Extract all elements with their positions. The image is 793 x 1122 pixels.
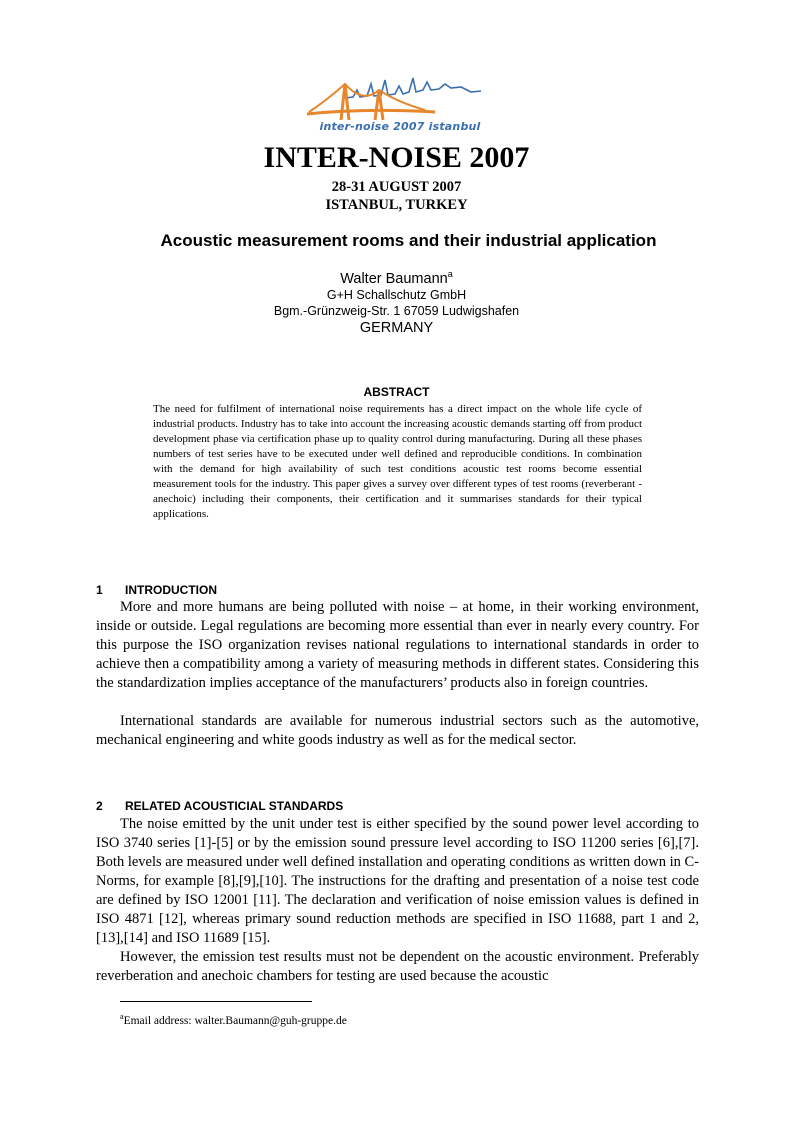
conference-title: INTER-NOISE 2007 xyxy=(263,141,530,174)
paper-title: Acoustic measurement rooms and their industrial application xyxy=(160,231,657,250)
conference-logo xyxy=(305,70,495,136)
author-address: Bgm.-Grünzweig-Str. 1 67059 Ludwigshafen xyxy=(273,304,520,318)
author-name: Walter Baumann$^a$ xyxy=(340,269,453,287)
abstract-text: The need for fulfilment of international noise requirements has a direct impact on the whole life cycle of industrial products. Industry has to take into account the increasing acoustic demands starting off from product development phase via certification phase up to quality control during manufacturing. During all these phases numbers of test series have to be executed under well defined and reproducible conditions. In combination with the demand for high availability of such test conditions acoustic test rooms become essential measurement tools for the industry. This paper gives a survey over different types of test rooms (reverberant - anechoic) including their components, their certification and it summarises standards for their typical applications. xyxy=(153,403,642,520)
section-heading: 1 INTRODUCTION xyxy=(96,583,217,597)
logo-text: inter-noise 2007 istanbul xyxy=(319,120,481,133)
conference-dates: 28-31 AUGUST 2007 xyxy=(331,179,462,195)
body-paragraph: International standards are available for numerous industrial sectors such as the automotive, mechanical engineering and white goods industry as well as for the medical sector. xyxy=(96,713,699,748)
conference-location: ISTANBUL, TURKEY xyxy=(325,197,468,213)
body-paragraph: The noise emitted by the unit under test is either specified by the sound power level according to ISO 3740 series [1]-[5] or by the emission sound pressure level according to ISO 11200 series [6],[7]. Both levels are measured under well defined installation and operating conditions as written down in C-Norms, for example [8],[9],[10]. The instructions for the drafting and presentation of a noise test code are defined by ISO 12001 [11]. The declaration and verification of noise emission values is defined in ISO 4871 [12], whereas primary sound reduction methods are specified in ISO 11688, part 1 and 2, [13],[14] and ISO 11689 [15]. xyxy=(96,816,699,946)
author-country: GERMANY xyxy=(359,320,434,336)
footnote-divider xyxy=(120,1001,312,1002)
body-paragraph: More and more humans are being polluted with noise – at home, in their working environment, inside or outside. Legal regulations are becoming more essential than ever in nearly every country. For this purpose the ISO organization revises national regulations to international standards in order to achieve then a compatibility among a variety of measuring methods in different states. Considering this the standardization implies acceptance of the manufacturers’ products also in foreign countries. xyxy=(96,599,699,691)
bridge-skyline-icon xyxy=(305,70,495,122)
section-heading: 2 RELATED ACOUSTICIAL STANDARDS xyxy=(96,799,344,813)
abstract-heading: ABSTRACT xyxy=(363,385,430,399)
author-affiliation: G+H Schallschutz GmbH xyxy=(326,288,467,302)
body-paragraph: However, the emission test results must not be dependent on the acoustic environment. Preferably reverberation and anechoic chambers for testing are used because the acoustic xyxy=(96,949,699,984)
footnote: $^a$Email address: walter.Baumann@guh-gruppe.de xyxy=(120,1012,347,1027)
